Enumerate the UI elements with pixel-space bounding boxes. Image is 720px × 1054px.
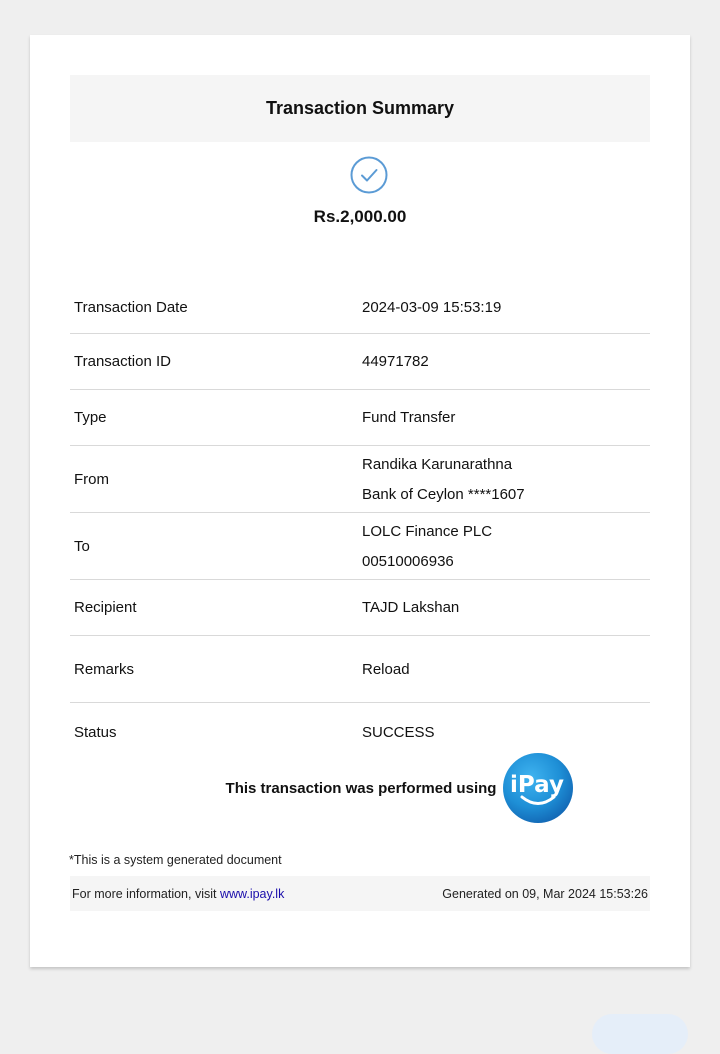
date-value: 2024-03-09 15:53:19 — [362, 298, 502, 316]
type-label: Type — [74, 409, 107, 426]
ipay-website-link[interactable]: www.ipay.lk — [219, 886, 285, 901]
footer-info — [70, 887, 284, 901]
status-value: SUCCESS — [362, 723, 435, 741]
detail-row-to — [70, 513, 650, 580]
detail-row-from — [70, 446, 650, 513]
to-account: 00510006936 — [362, 552, 454, 570]
date-label: Transaction Date — [74, 298, 188, 316]
from-value — [362, 456, 650, 503]
summary-title: Transaction Summary — [265, 98, 455, 118]
detail-row-date — [70, 281, 650, 334]
recipient-value: TAJD Lakshan — [362, 599, 460, 616]
to-name: LOLC Finance PLC — [362, 522, 493, 540]
status-label: Status — [74, 723, 117, 741]
to-label: To — [74, 537, 90, 555]
detail-row-remarks — [70, 636, 650, 703]
transaction-summary-card — [30, 35, 690, 967]
from-account: Bank of Ceylon ****1607 — [362, 485, 525, 503]
recipient-label: Recipient — [74, 599, 137, 616]
from-name: Randika Karunarathna — [362, 455, 513, 473]
id-label: Transaction ID — [74, 353, 171, 370]
footer-bar — [70, 876, 650, 911]
floating-action-button[interactable] — [592, 1014, 688, 1054]
footer-info-prefix: For more information, visit — [72, 886, 220, 901]
detail-row-id — [70, 334, 650, 390]
detail-row-type — [70, 390, 650, 446]
remarks-label: Remarks — [74, 660, 135, 678]
details-table — [70, 281, 650, 761]
transaction-amount: Rs.2,000.00 — [313, 207, 407, 226]
ipay-logo — [502, 752, 574, 824]
remarks-value: Reload — [362, 660, 410, 678]
check-circle-icon — [349, 155, 389, 195]
to-value — [362, 523, 650, 570]
from-label: From — [74, 470, 109, 488]
summary-header — [70, 75, 650, 142]
detail-row-recipient — [70, 580, 650, 636]
ipay-logo-text: iPay — [510, 772, 565, 798]
performed-text: This transaction was performed using — [225, 779, 497, 797]
performed-using — [70, 751, 650, 825]
type-value: Fund Transfer — [362, 409, 456, 426]
generated-timestamp: Generated on 09, Mar 2024 15:53:26 — [442, 886, 648, 901]
id-value: 44971782 — [362, 353, 429, 370]
system-generated-note: *This is a system generated document — [69, 853, 282, 867]
